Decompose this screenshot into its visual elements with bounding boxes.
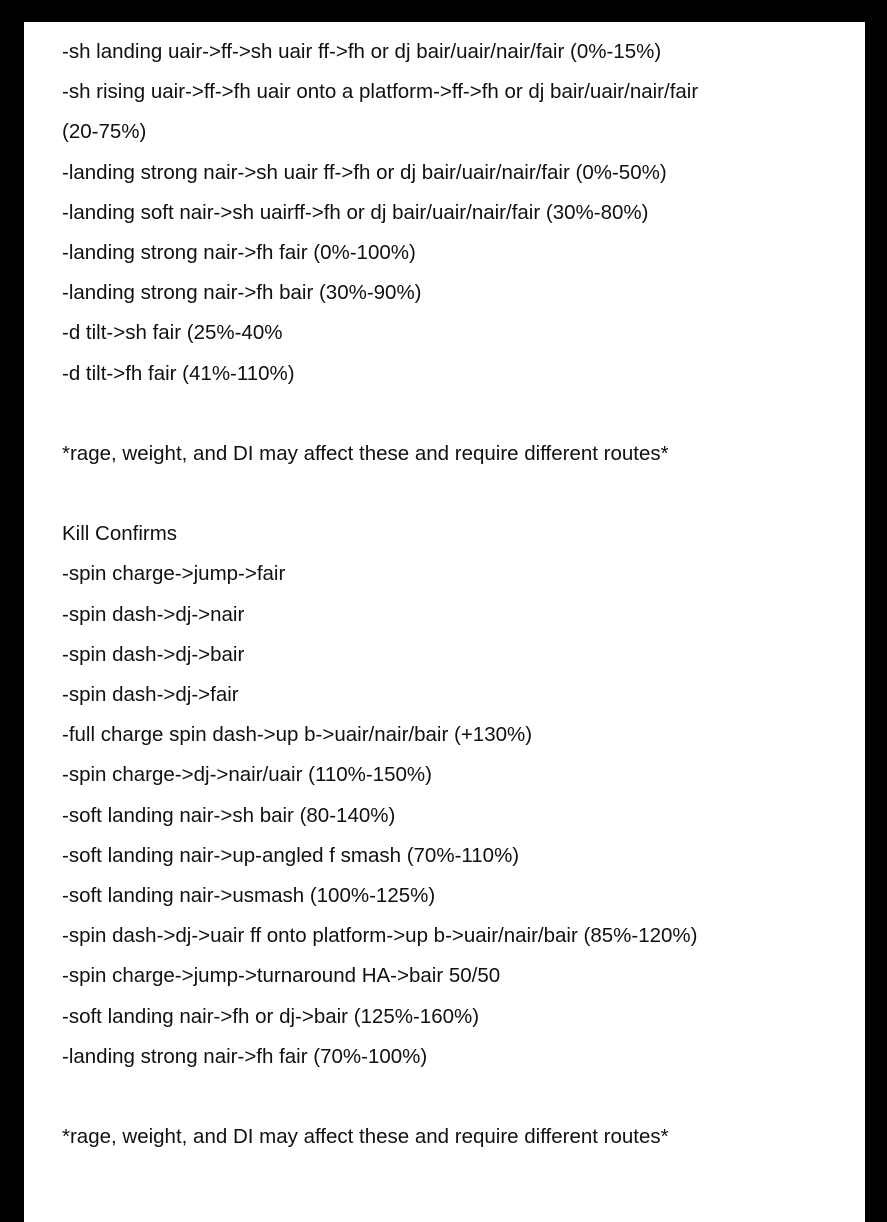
- combo-line: -landing strong nair->fh bair (30%-90%): [62, 281, 422, 305]
- kill-confirm-line: -spin dash->dj->uair ff onto platform->up b->uair/nair/bair (85%-120%): [62, 924, 698, 948]
- kill-confirm-line: -spin dash->dj->nair: [62, 602, 245, 626]
- spacer: [62, 1077, 862, 1117]
- kill-confirm-line: -soft landing nair->up-angled f smash (70%-110%): [62, 843, 520, 867]
- kill-confirm-line: -spin dash->dj->bair: [62, 642, 245, 666]
- kill-confirm-line: -spin charge->dj->nair/uair (110%-150%): [62, 763, 432, 787]
- kill-confirm-line: -spin charge->jump->fair: [62, 562, 286, 586]
- kill-confirm-line: -soft landing nair->usmash (100%-125%): [62, 883, 436, 907]
- combo-line: -landing strong nair->fh fair (0%-100%): [62, 240, 416, 264]
- disclaimer-note: *rage, weight, and DI may affect these and require different routes*: [62, 441, 669, 465]
- document-page: [24, 22, 865, 1222]
- disclaimer-note: *rage, weight, and DI may affect these and require different routes*: [62, 1125, 669, 1149]
- combo-line: (20-75%): [62, 120, 147, 144]
- spacer: [62, 394, 862, 434]
- combo-line: -sh rising uair->ff->fh uair onto a platform->ff->fh or dj bair/uair/nair/fair: [62, 80, 699, 104]
- kill-confirm-list: [62, 554, 862, 1076]
- combo-line: -d tilt->fh fair (41%-110%): [62, 361, 295, 385]
- kill-confirm-line: -soft landing nair->fh or dj->bair (125%-160%): [62, 1004, 480, 1028]
- kill-confirm-line: -spin charge->jump->turnaround HA->bair 50/50: [62, 964, 501, 988]
- document-text: [62, 32, 862, 1157]
- combo-list: [62, 32, 862, 394]
- combo-line: -landing strong nair->sh uair ff->fh or dj bair/uair/nair/fair (0%-50%): [62, 160, 667, 184]
- kill-confirm-line: -soft landing nair->sh bair (80-140%): [62, 803, 396, 827]
- combo-line: -landing soft nair->sh uairff->fh or dj bair/uair/nair/fair (30%-80%): [62, 200, 649, 224]
- combo-line: -d tilt->sh fair (25%-40%: [62, 321, 283, 345]
- combo-line: -sh landing uair->ff->sh uair ff->fh or dj bair/uair/nair/fair (0%-15%): [62, 40, 662, 63]
- kill-confirm-line: -full charge spin dash->up b->uair/nair/bair (+130%): [62, 723, 533, 747]
- kill-confirm-line: -spin dash->dj->fair: [62, 683, 239, 706]
- section-heading: Kill Confirms: [62, 522, 178, 546]
- kill-confirm-line: -landing strong nair->fh fair (70%-100%): [62, 1044, 428, 1068]
- spacer: [62, 474, 862, 514]
